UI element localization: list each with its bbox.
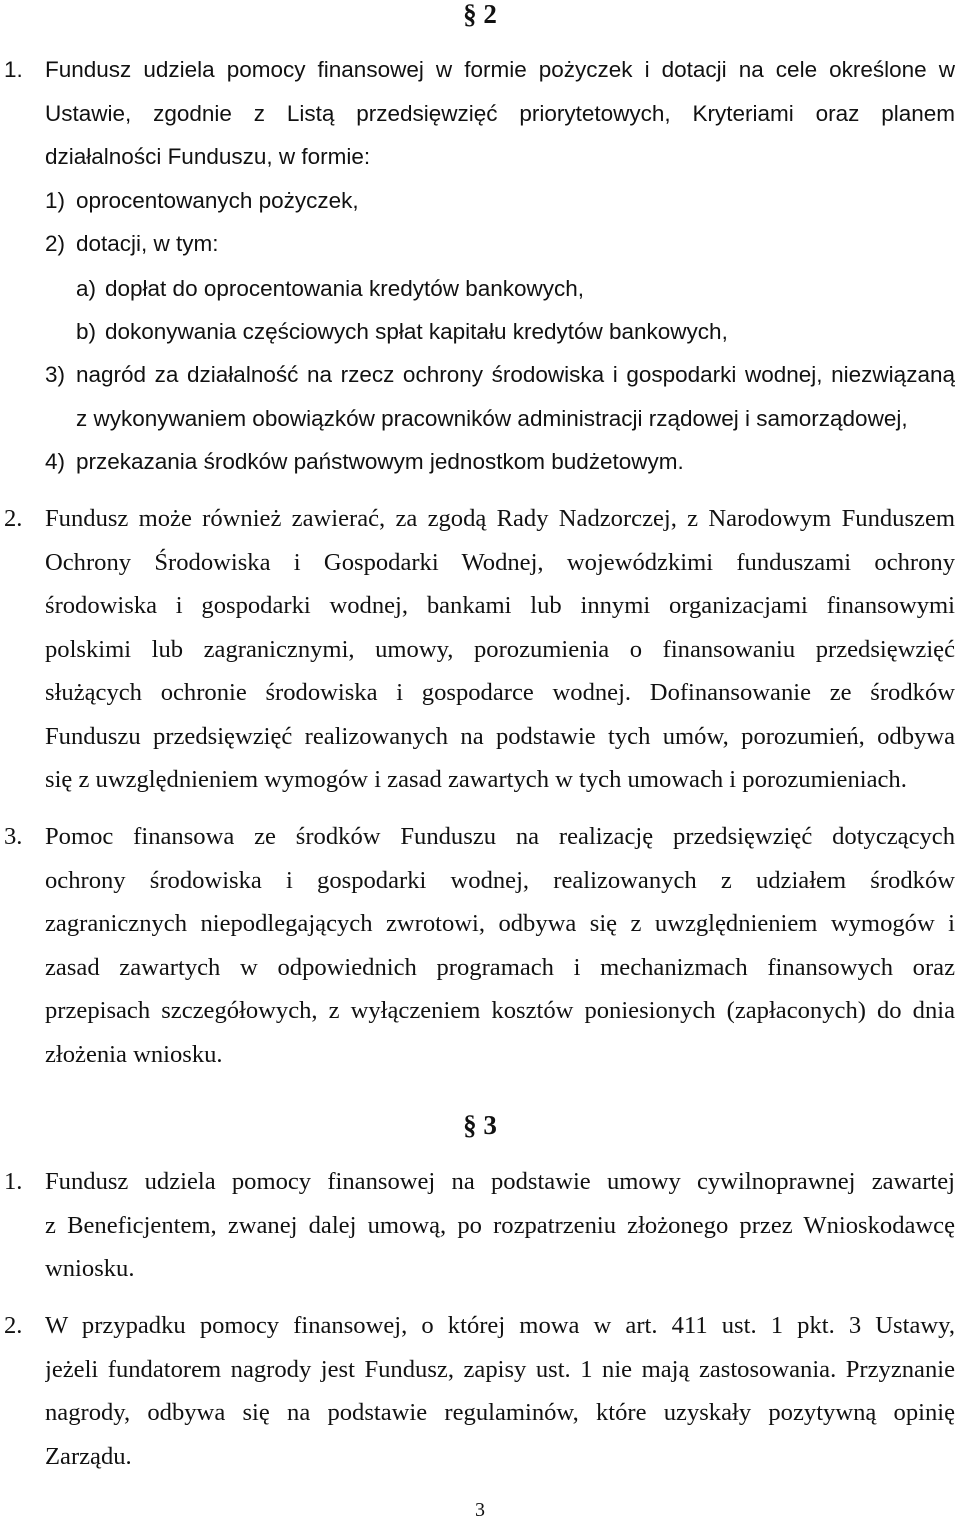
paragraph-line: Pomoc finansowa ze środków Funduszu na realizację przedsięwzięć dotyczących [45,823,955,850]
page-number: 3 [475,1499,485,1521]
sublist-item-text-line: dokonywania częściowych spłat kapitału kredytów bankowych, [105,319,728,344]
paragraph-number: 1. [4,57,23,82]
list-item-label: 2) [45,231,66,256]
paragraph-line: nagrody, odbywa się na podstawie regulaminów, które uzyskały pozytywną opinię [45,1399,955,1426]
list-item-text-line: przekazania środków państwowym jednostkom budżetowym. [76,449,684,474]
list-item-text-line: z wykonywaniem obowiązków pracowników administracji rządowej i samorządowej, [76,406,908,431]
list-item-label: 3) [45,362,66,387]
paragraph-line: ochrony środowiska i gospodarki wodnej, realizowanych z udziałem środków [45,867,955,894]
list-item-label: 1) [45,188,66,213]
paragraph-line: jeżeli fundatorem nagrody jest Fundusz, zapisy ust. 1 nie mają zastosowania. Przyznanie [45,1356,955,1383]
list-item-text-line: oprocentowanych pożyczek, [76,188,359,213]
list-item-text-line: dotacji, w tym: [76,231,219,256]
paragraph-number: 1. [4,1168,23,1195]
paragraph-line: wniosku. [45,1255,135,1282]
paragraph-line: z Beneficjentem, zwanej dalej umową, po rozpatrzeniu złożonego przez Wnioskodawcę [45,1212,955,1239]
section-3-heading: § 3 [463,1110,497,1140]
paragraph-line: działalności Funduszu, w formie: [45,144,371,169]
sublist-item-label: a) [76,276,97,301]
sublist-item-text-line: dopłat do oprocentowania kredytów bankowych, [105,276,585,301]
paragraph-line: polskimi lub zagranicznymi, umowy, porozumienia o finansowaniu przedsięwzięć [45,636,955,663]
list-item-text-line: nagród za działalność na rzecz ochrony środowiska i gospodarki wodnej, niezwiązaną [76,362,955,387]
paragraph-line: Funduszu przedsięwzięć realizowanych na podstawie tych umów, porozumień, odbywa [45,723,955,750]
paragraph-line: Zarządu. [45,1443,132,1470]
paragraph-line: złożenia wniosku. [45,1041,223,1068]
paragraph-line: zasad zawartych w odpowiednich programach i mechanizmach finansowych oraz [45,954,955,981]
paragraph-line: Fundusz udziela pomocy finansowej na podstawie umowy cywilnoprawnej zawartej [45,1168,955,1195]
sublist-item-label: b) [76,319,97,344]
paragraph-line: się z uwzględnieniem wymogów i zasad zawartych w tych umowach i porozumieniach. [45,766,907,793]
paragraph-line: Ochrony Środowiska i Gospodarki Wodnej, wojewódzkimi funduszami ochrony [45,549,955,576]
paragraph-number: 2. [4,1312,23,1339]
paragraph-line: Fundusz może również zawierać, za zgodą Rady Nadzorczej, z Narodowym Funduszem [45,505,955,532]
paragraph-line: zagranicznych niepodlegających zwrotowi, odbywa się z uwzględnieniem wymogów i [45,910,955,937]
paragraph-line: Fundusz udziela pomocy finansowej w formie pożyczek i dotacji na cele określone w [45,57,955,82]
paragraph-line: Ustawie, zgodnie z Listą przedsięwzięć priorytetowych, Kryteriami oraz planem [45,101,955,126]
paragraph-line: służących ochronie środowiska i gospodarce wodnej. Dofinansowanie ze środków [45,679,955,706]
paragraph-line: W przypadku pomocy finansowej, o której mowa w art. 411 ust. 1 pkt. 3 Ustawy, [45,1312,955,1339]
paragraph-number: 3. [4,823,23,850]
list-item-label: 4) [45,449,66,474]
paragraph-line: przepisach szczegółowych, z wyłączeniem kosztów poniesionych (zapłaconych) do dnia [45,997,955,1024]
paragraph-line: środowiska i gospodarki wodnej, bankami lub innymi organizacjami finansowymi [45,592,955,619]
section-2-heading: § 2 [463,0,497,29]
paragraph-number: 2. [4,505,23,532]
